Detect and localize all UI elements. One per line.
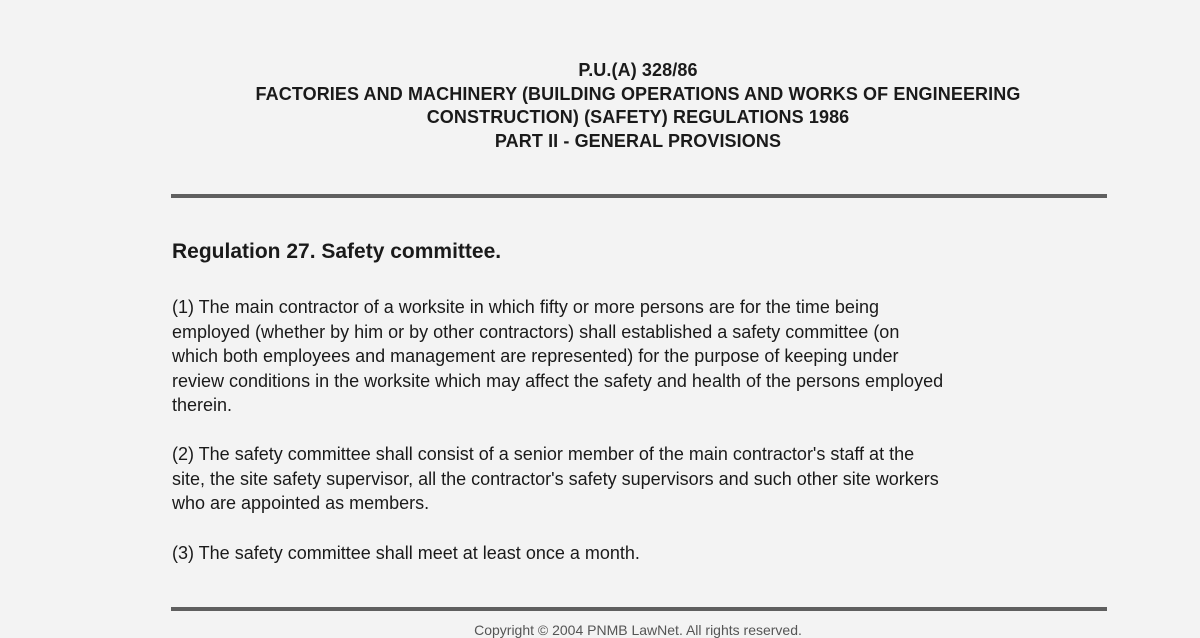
paragraph-line: employed (whether by him or by other contractors) shall established a safety committee (on <box>172 321 900 342</box>
paragraph-line: site, the site safety supervisor, all the contractor's safety supervisors and such other site workers <box>172 468 939 489</box>
copyright-notice: Copyright © 2004 PNMB LawNet. All rights reserved. <box>474 622 802 638</box>
paragraph-2 <box>172 442 939 516</box>
paragraph-3 <box>172 541 640 566</box>
paragraph-line: which both employees and management are represented) for the purpose of keeping under <box>172 346 899 366</box>
paragraph-line: (2) The safety committee shall consist of a senior member of the main contractor's staff at the <box>172 444 915 464</box>
act-title-line-2: CONSTRUCTION) (SAFETY) REGULATIONS 1986 <box>426 107 850 127</box>
act-title-line-1: FACTORIES AND MACHINERY (BUILDING OPERATIONS AND WORKS OF ENGINEERING <box>255 83 1021 104</box>
paragraph-line: (1) The main contractor of a worksite in which fifty or more persons are for the time being <box>172 297 879 317</box>
document-header <box>0 59 1200 153</box>
top-divider <box>171 194 1107 198</box>
paragraph-1 <box>172 295 943 418</box>
paragraph-line: (3) The safety committee shall meet at least once a month. <box>172 543 640 563</box>
paragraph-line: therein. <box>172 395 233 415</box>
paragraph-line: who are appointed as members. <box>172 493 430 513</box>
part-heading: PART II - GENERAL PROVISIONS <box>494 130 782 151</box>
regulation-title: Regulation 27. Safety committee. <box>172 240 502 263</box>
citation: P.U.(A) 328/86 <box>578 60 698 80</box>
paragraph-line: review conditions in the worksite which may affect the safety and health of the persons employed <box>172 370 944 391</box>
bottom-divider <box>171 607 1107 611</box>
